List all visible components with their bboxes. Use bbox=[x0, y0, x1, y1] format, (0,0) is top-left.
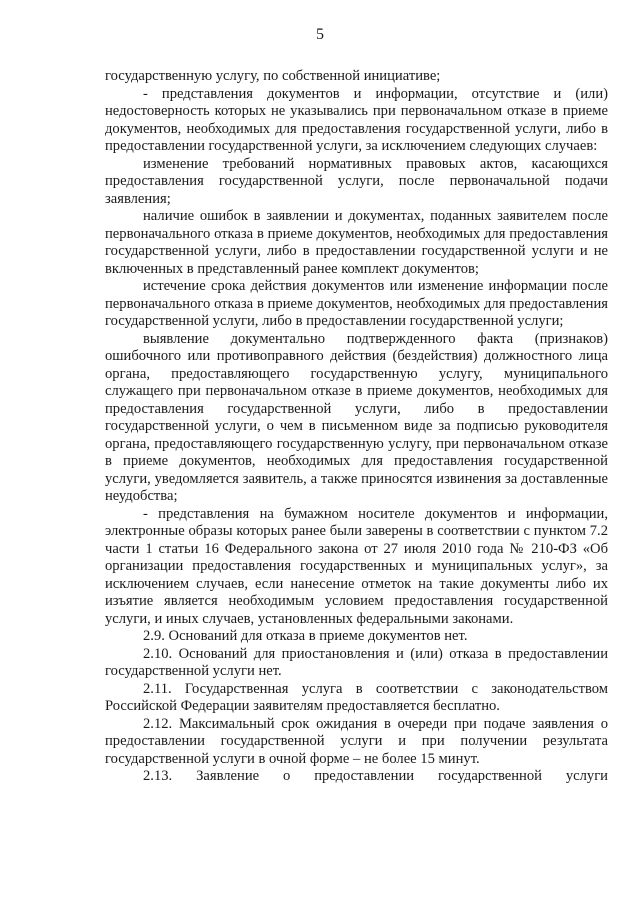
document-body bbox=[105, 68, 608, 786]
paragraph: наличие ошибок в заявлении и документах, поданных заявителем после первоначального отказа в приеме документов, необходимых для предоставления государственной услуги, либо в предоставлении государственной услуги и не включенных в представленный ранее комплект документов; bbox=[105, 208, 608, 277]
paragraph: выявление документально подтвержденного факта (признаков) ошибочного или противоправного действия (бездействия) должностного лица органа, предоставляющего государственную услугу, муниципального служащего при первоначальном отказе в приеме документов, необходимых для предоставления государственной услуги, либо в предоставлении государственной услуги, о чем в письменном виде за подписью руководителя органа, предоставляющего государственную услугу, при первоначальном отказе в приеме документов, необходимых для предоставления государственной услуги, уведомляется заявитель, а также приносятся извинения за доставленные неудобства; bbox=[105, 330, 608, 504]
paragraph: истечение срока действия документов или изменение информации после первоначального отказа в приеме документов, необходимых для предоставления государственной услуги, либо в предоставлении государственной услуги; bbox=[105, 278, 608, 329]
page-number: 5 bbox=[316, 26, 324, 43]
paragraph: - представления на бумажном носителе документов и информации, электронные образы которых ранее были заверены в соответствии с пунктом 7.2 части 1 статьи 16 Федерального закона от 27 июля 2010 года № 210-ФЗ «Об организации предоставления государственных и муниципальных услуг», за исключением случаев, если нанесение отметок на такие документы либо их изъятие является необходимым условием предоставления государственной услуги, и иных случаев, установленных федеральными законами. bbox=[105, 505, 608, 627]
paragraph: - представления документов и информации, отсутствие и (или) недостоверность которых не указывались при первоначальном отказе в приеме документов, необходимых для предоставления государственной услуги, либо в предоставлении государственной услуги, за исключением следующих случаев: bbox=[105, 85, 608, 154]
paragraph: 2.9. Оснований для отказа в приеме документов нет. bbox=[143, 628, 468, 644]
paragraph: 2.10. Оснований для приостановления и (или) отказа в предоставлении государственной услуги нет. bbox=[105, 645, 608, 679]
paragraph: изменение требований нормативных правовых актов, касающихся предоставления государственной услуги, после первоначальной подачи заявления; bbox=[105, 155, 608, 207]
paragraph: 2.11. Государственная услуга в соответствии с законодательством Российской Федерации заявителям предоставляется бесплатно. bbox=[105, 680, 608, 714]
paragraph: 2.13. Заявление о предоставлении государственной услуги bbox=[143, 768, 608, 784]
paragraph: 2.12. Максимальный срок ожидания в очереди при подаче заявления о предоставлении государственной услуги и при получении результата государственной услуги в очной форме – не более 15 минут. bbox=[105, 715, 608, 767]
paragraph: государственную услугу, по собственной инициативе; bbox=[105, 68, 441, 84]
